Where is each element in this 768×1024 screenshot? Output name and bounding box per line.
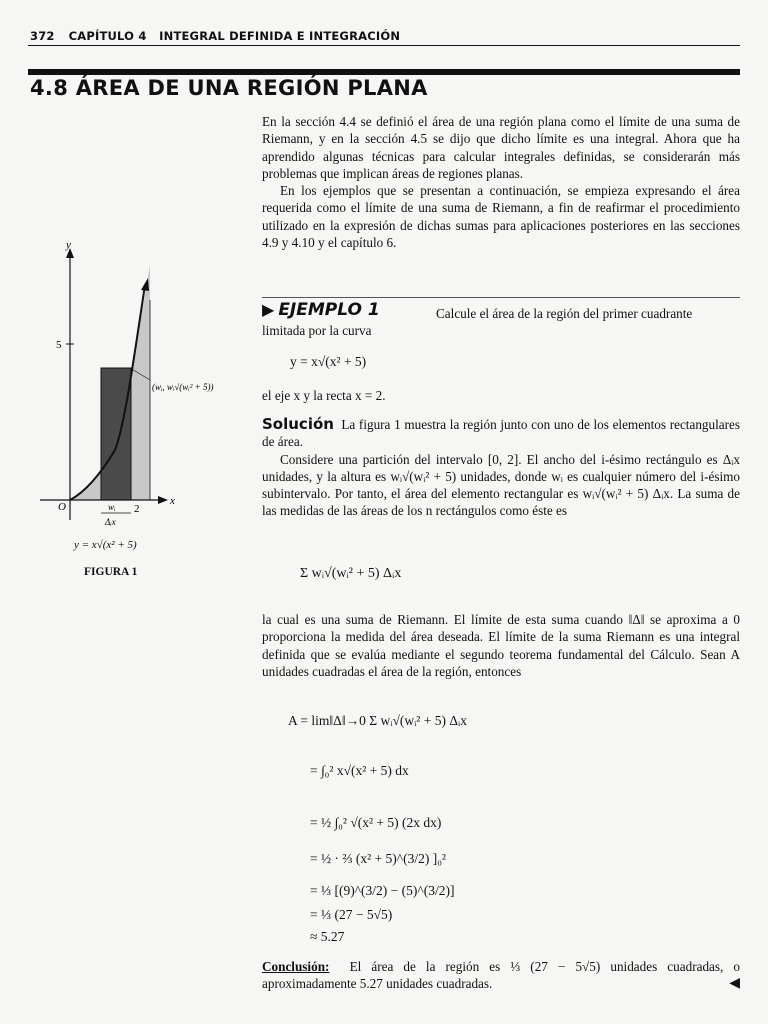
y-tick-label: 5 (56, 339, 62, 351)
wi-label: wᵢ (108, 502, 116, 512)
example-after-curve: el eje x y la recta x = 2. (262, 388, 386, 403)
area-rectangle (101, 368, 131, 500)
intro-paragraph-2: En los ejemplos que se presentan a continuación, se empieza expresando el área requerida como el límite de una suma de Riemann, a fin de reafirmar el procedimiento utilizado en la expresión de dichas sumas para aplicaciones posteriores en las secciones 4.9 y 4.10 y el capítulo 6. (262, 183, 740, 251)
intro-text (262, 113, 740, 251)
y-axis-label: y (66, 239, 71, 251)
solution-text-3: la cual es una suma de Riemann. El límite de esta suma cuando ‖Δ‖ se aproxima a 0 proporciona la medida del área deseada. El límite de la suma Riemann es una integral definida que se evalúa mediante el segundo teorema fundamental del Cálculo. Sean A unidades cuadradas el área de la región, entonces (262, 612, 740, 679)
figure-caption: FIGURA 1 (84, 566, 138, 578)
page-number: 372 (30, 29, 55, 43)
derivation-line-1: A = lim‖Δ‖→0 Σ wᵢ√(wᵢ² + 5) Δᵢx (288, 713, 467, 728)
derivation-line-5: = ⅓ [(9)^(3/2) − (5)^(3/2)] (310, 883, 455, 898)
riemann-sum: Σ wᵢ√(wᵢ² + 5) Δᵢx (300, 566, 402, 581)
example-marker-icon: ▶ (262, 302, 275, 319)
x-tick-label: 2 (134, 503, 140, 515)
example-rule (262, 297, 740, 298)
curve-arrow-icon (141, 278, 149, 291)
solution-label: Solución (262, 415, 334, 433)
example-heading (262, 300, 380, 320)
solution-block (262, 416, 740, 520)
figure-1-graph (30, 230, 250, 550)
x-axis-arrow-icon (158, 496, 168, 504)
section-rule (28, 69, 740, 75)
derivation-line-3: = ½ ∫₀² √(x² + 5) (2x dx) (310, 815, 442, 830)
example-statement-line2: limitada por la curva (262, 323, 372, 338)
conclusion-label: Conclusión: (262, 959, 330, 974)
origin-label: O (58, 501, 66, 513)
running-title: CAPÍTULO 4 INTEGRAL DEFINIDA E INTEGRACIÓN (68, 29, 401, 43)
curve-equation: y = x√(x² + 5) (290, 354, 367, 369)
derivation-line-6: = ⅓ (27 − 5√5) (310, 907, 393, 922)
x-axis-label: x (170, 495, 175, 507)
solution-text-1: La figura 1 muestra la región junto con uno de los elementos rectangulares de área. (262, 417, 741, 450)
derivation-line-2: = ∫₀² x√(x² + 5) dx (310, 763, 409, 778)
end-marker-icon: ◀ (729, 976, 740, 992)
derivation-line-4: = ½ · ⅔ (x² + 5)^(3/2) ]₀² (310, 851, 446, 866)
conclusion-block (262, 958, 740, 993)
conclusion-text: El área de la región es ⅓ (27 − 5√5) unidades cuadradas, o aproximadamente 5.27 unidades cuadradas. (262, 959, 740, 992)
dx-label: Δᵢx (105, 517, 116, 527)
intro-paragraph-1: En la sección 4.4 se definió el área de una región plana como el límite de una suma de Riemann, y en la sección 4.5 se dijo que dicho límite es una integral. Ahora que ha aprendido algunas técnicas para calcular integrales definidas, se considerarán más problemas que implican áreas de regiones planas. (262, 114, 740, 181)
example-statement: Calcule el área de la región del primer cuadrante (436, 306, 693, 321)
solution-text-2: Considere una partición del intervalo [0, 2]. El ancho del i-ésimo rectángulo es Δᵢx unidades, y la altura es wᵢ√(wᵢ² + 5) unidades, donde wᵢ es cualquier número del i-ésimo subintervalo. Por tanto, el área del elemento rectangular es wᵢ√(wᵢ² + 5) Δᵢx. La suma de las medidas de las áreas de los n rectángulos como éste es (262, 451, 740, 519)
point-label: (wᵢ, wᵢ√(wᵢ² + 5)) (152, 382, 214, 392)
derivation-line-7: ≈ 5.27 (310, 929, 345, 944)
section-title: 4.8 ÁREA DE UNA REGIÓN PLANA (30, 76, 428, 100)
header-rule (28, 45, 740, 46)
example-name: EJEMPLO 1 (278, 300, 380, 320)
running-header (30, 29, 400, 43)
figure-curve-label: y = x√(x² + 5) (74, 539, 137, 551)
